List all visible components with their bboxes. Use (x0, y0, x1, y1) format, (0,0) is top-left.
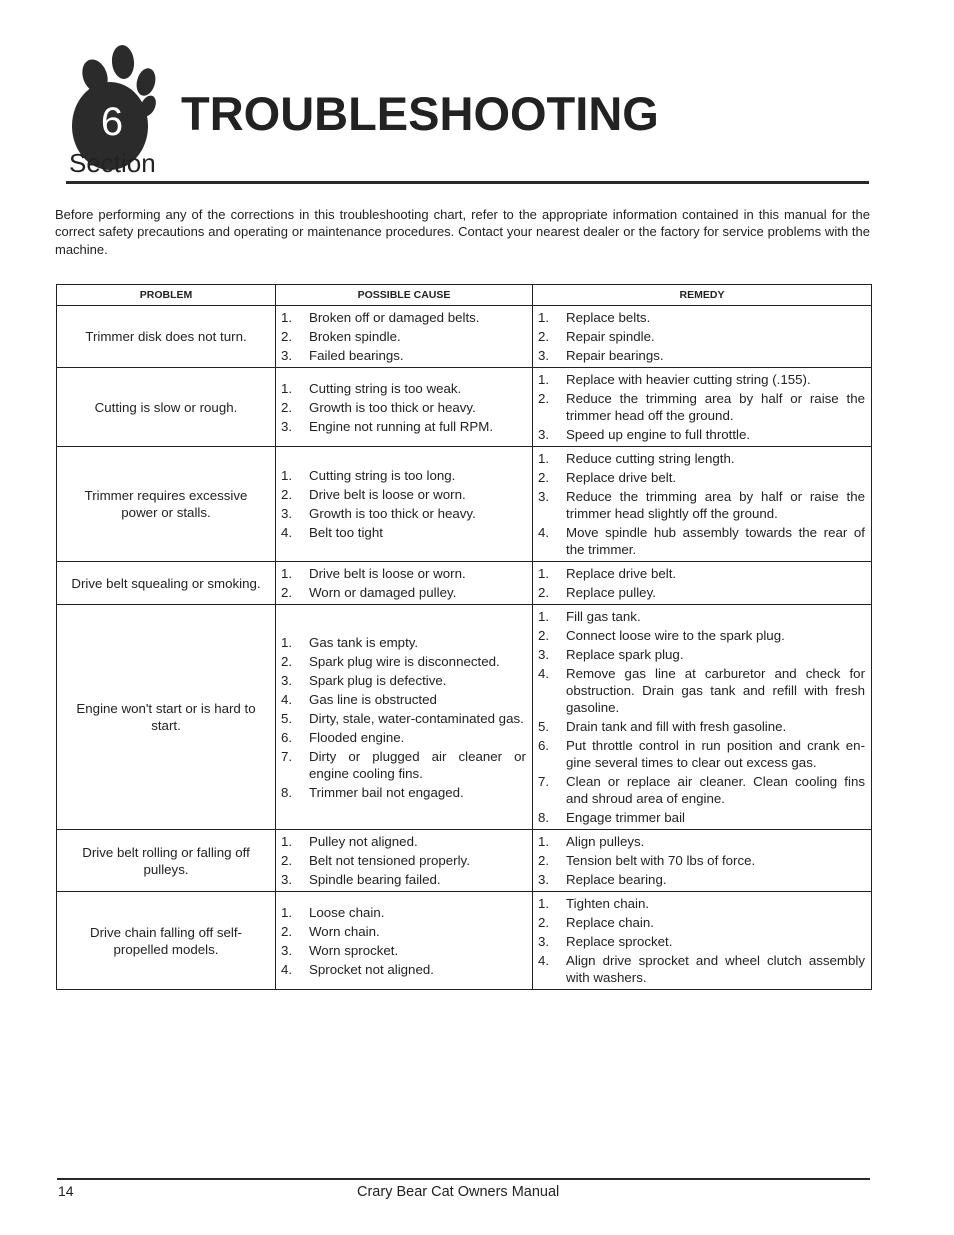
remedy-text: Speed up engine to full throttle. (566, 427, 751, 442)
cause-text: Worn chain. (309, 923, 380, 939)
cause-text: Cutting string is too long. (309, 468, 456, 483)
cause-item (281, 728, 526, 747)
remedy-item (538, 523, 865, 559)
cause-text: Drive belt is loose or worn. (309, 487, 466, 502)
cause-item (281, 903, 526, 922)
remedy-item (538, 717, 865, 736)
cause-text: Belt too tight (309, 525, 383, 540)
item-number: 3. (538, 427, 550, 442)
remedy-text: Remove gas line at carburetor and check for obstruction. Drain gas tank and refill with fresh gasoline. (566, 666, 865, 715)
header-remedy: REMEDY (533, 285, 872, 306)
remedy-item (538, 389, 865, 425)
item-number: 2. (281, 923, 293, 939)
remedy-item (538, 808, 865, 827)
cause-text: Spark plug wire is disconnected. (309, 653, 500, 669)
item-number: 4. (538, 525, 550, 540)
remedy-text: Repair bearings. (566, 348, 664, 363)
item-number: 1. (538, 451, 550, 466)
table-row (57, 447, 872, 562)
item-number: 5. (538, 719, 550, 734)
cause-item (281, 870, 526, 889)
remedy-text: Reduce cutting string length. (566, 451, 735, 466)
item-number: 3. (538, 489, 550, 504)
item-number: 2. (538, 391, 550, 406)
cause-text: Growth is too thick or heavy. (309, 506, 476, 521)
cause-item (281, 346, 526, 365)
table-header-row (57, 285, 872, 306)
remedy-item (538, 772, 865, 808)
page-title: TROUBLESHOOTING (181, 87, 659, 140)
cause-text: Belt not tensioned properly. (309, 853, 470, 868)
cause-cell (276, 892, 533, 990)
remedy-item (538, 913, 865, 932)
remedy-cell (533, 306, 872, 368)
item-number: 8. (538, 810, 550, 825)
table-body (57, 306, 872, 990)
table-row (57, 892, 872, 990)
remedy-list (538, 370, 865, 444)
item-number: 2. (538, 628, 550, 643)
remedy-item (538, 664, 865, 717)
remedy-text: Put throttle control in run position and crank en-gine several times to clear out excess gas. (566, 738, 865, 770)
remedy-text: Replace spark plug. (566, 647, 684, 662)
item-number: 4. (281, 525, 293, 540)
intro-paragraph: Before performing any of the corrections in this troubleshooting chart, refer to the appropriate information contained in this manual for the correct safety precautions and operating or maintenance procedures. Contact your nearest dealer or the factory for service problems with the machine. (55, 207, 870, 257)
item-number: 3. (538, 872, 550, 887)
cause-list (281, 564, 526, 602)
remedy-text: Align pulleys. (566, 834, 645, 849)
cause-text: Dirty or plugged air cleaner or engine cooling fins. (309, 748, 526, 781)
cause-text: Trimmer bail not engaged. (309, 784, 464, 800)
item-number: 3. (281, 872, 293, 887)
cause-item (281, 379, 526, 398)
table-row (57, 368, 872, 447)
item-number: 1. (538, 609, 550, 624)
remedy-item (538, 487, 865, 523)
remedy-text: Replace belts. (566, 310, 651, 325)
item-number: 4. (281, 691, 293, 707)
cause-text: Growth is too thick or heavy. (309, 399, 476, 415)
item-number: 3. (281, 672, 293, 688)
manual-name: Crary Bear Cat Owners Manual (357, 1184, 560, 1200)
item-number: 3. (538, 647, 550, 662)
cause-item (281, 504, 526, 523)
cause-text: Cutting string is too weak. (309, 380, 462, 396)
item-number: 2. (281, 399, 293, 415)
item-number: 2. (281, 853, 293, 868)
cause-item (281, 851, 526, 870)
cause-cell (276, 447, 533, 562)
cause-text: Broken off or damaged belts. (309, 310, 480, 325)
cause-item (281, 747, 526, 783)
cause-text: Worn sprocket. (309, 942, 399, 958)
remedy-item (538, 468, 865, 487)
cause-list (281, 633, 526, 802)
item-number: 1. (281, 904, 293, 920)
item-number: 5. (281, 710, 293, 726)
remedy-text: Drain tank and fill with fresh gasoline. (566, 719, 787, 734)
remedy-text: Clean or replace air cleaner. Clean cooling fins and shroud area of engine. (566, 774, 865, 806)
troubleshooting-table (56, 284, 872, 990)
cause-item (281, 327, 526, 346)
remedy-item (538, 894, 865, 913)
cause-text: Flooded engine. (309, 729, 405, 745)
item-number: 3. (281, 942, 293, 958)
cause-item (281, 633, 526, 652)
remedy-item (538, 851, 865, 870)
item-number: 1. (538, 896, 550, 911)
remedy-text: Tighten chain. (566, 896, 650, 911)
item-number: 6. (281, 729, 293, 745)
cause-list (281, 903, 526, 979)
cause-item (281, 709, 526, 728)
remedy-text: Engage trimmer bail (566, 810, 685, 825)
remedy-text: Replace drive belt. (566, 566, 677, 581)
remedy-item (538, 583, 865, 602)
item-number: 2. (281, 585, 293, 600)
cause-text: Drive belt is loose or worn. (309, 566, 466, 581)
remedy-list (538, 449, 865, 559)
problem-cell: Drive belt squealing or smoking. (57, 562, 276, 605)
cause-item (281, 941, 526, 960)
cause-item (281, 671, 526, 690)
item-number: 3. (538, 934, 550, 949)
cause-text: Failed bearings. (309, 348, 404, 363)
remedy-cell (533, 830, 872, 892)
remedy-text: Reduce the trimming area by half or raise the trimmer head slightly off the ground. (566, 489, 865, 521)
remedy-text: Replace with heavier cutting string (.155). (566, 372, 811, 387)
remedy-item (538, 645, 865, 664)
item-number: 3. (281, 418, 293, 434)
cause-cell (276, 605, 533, 830)
item-number: 4. (538, 666, 550, 681)
remedy-item (538, 832, 865, 851)
remedy-item (538, 564, 865, 583)
remedy-list (538, 607, 865, 827)
remedy-cell (533, 892, 872, 990)
remedy-cell (533, 605, 872, 830)
cause-text: Pulley not aligned. (309, 834, 418, 849)
cause-text: Gas line is obstructed (309, 691, 437, 707)
item-number: 1. (538, 310, 550, 325)
remedy-item (538, 607, 865, 626)
remedy-item (538, 346, 865, 365)
page-number: 14 (58, 1183, 74, 1199)
remedy-text: Replace chain. (566, 915, 654, 930)
cause-item (281, 485, 526, 504)
cause-item (281, 523, 526, 542)
remedy-text: Fill gas tank. (566, 609, 641, 624)
item-number: 1. (281, 634, 293, 650)
cause-cell (276, 306, 533, 368)
cause-item (281, 308, 526, 327)
cause-item (281, 922, 526, 941)
cause-text: Worn or damaged pulley. (309, 585, 457, 600)
remedy-text: Tension belt with 70 lbs of force. (566, 853, 756, 868)
cause-item (281, 466, 526, 485)
footer-divider (57, 1178, 870, 1180)
item-number: 2. (538, 853, 550, 868)
item-number: 2. (538, 915, 550, 930)
remedy-text: Repair spindle. (566, 329, 655, 344)
item-number: 2. (281, 487, 293, 502)
problem-cell: Trimmer disk does not turn. (57, 306, 276, 368)
table-row (57, 562, 872, 605)
header-possible-cause: POSSIBLE CAUSE (276, 285, 533, 306)
cause-item (281, 583, 526, 602)
remedy-item (538, 951, 865, 987)
item-number: 3. (281, 348, 293, 363)
remedy-text: Align drive sprocket and wheel clutch assembly with washers. (566, 953, 865, 985)
table-row (57, 830, 872, 892)
item-number: 1. (281, 468, 293, 483)
item-number: 3. (281, 506, 293, 521)
cause-item (281, 564, 526, 583)
cause-text: Spark plug is defective. (309, 672, 447, 688)
item-number: 6. (538, 738, 550, 753)
remedy-item (538, 932, 865, 951)
remedy-item (538, 626, 865, 645)
cause-cell (276, 368, 533, 447)
item-number: 7. (538, 774, 550, 789)
cause-text: Broken spindle. (309, 329, 401, 344)
remedy-list (538, 894, 865, 987)
item-number: 1. (538, 566, 550, 581)
item-number: 4. (538, 953, 550, 968)
cause-list (281, 308, 526, 365)
problem-cell: Engine won't start or is hard to start. (57, 605, 276, 830)
table-row (57, 605, 872, 830)
item-number: 8. (281, 784, 293, 800)
remedy-item (538, 449, 865, 468)
remedy-list (538, 308, 865, 365)
cause-cell (276, 830, 533, 892)
cause-item (281, 652, 526, 671)
cause-list (281, 466, 526, 542)
remedy-item (538, 370, 865, 389)
cause-text: Engine not running at full RPM. (309, 418, 494, 434)
item-number: 2. (538, 585, 550, 600)
cause-text: Loose chain. (309, 904, 385, 920)
remedy-text: Replace drive belt. (566, 470, 677, 485)
cause-item (281, 417, 526, 436)
remedy-item (538, 425, 865, 444)
cause-item (281, 783, 526, 802)
cause-item (281, 398, 526, 417)
item-number: 1. (538, 372, 550, 387)
remedy-cell (533, 447, 872, 562)
item-number: 1. (281, 310, 293, 325)
problem-cell: Trimmer requires excessive power or stalls. (57, 447, 276, 562)
header-problem: PROBLEM (57, 285, 276, 306)
remedy-list (538, 564, 865, 602)
cause-list (281, 379, 526, 436)
table-row (57, 306, 872, 368)
problem-cell: Drive chain falling off self-propelled models. (57, 892, 276, 990)
item-number: 2. (538, 470, 550, 485)
remedy-item (538, 870, 865, 889)
header-divider (66, 181, 869, 184)
item-number: 3. (538, 348, 550, 363)
cause-text: Dirty, stale, water-contaminated gas. (309, 710, 524, 726)
item-number: 1. (538, 834, 550, 849)
remedy-text: Reduce the trimming area by half or raise the trimmer head off the ground. (566, 391, 865, 423)
cause-item (281, 690, 526, 709)
cause-text: Gas tank is empty. (309, 634, 419, 650)
item-number: 4. (281, 961, 293, 977)
cause-item (281, 960, 526, 979)
item-number: 1. (281, 834, 293, 849)
remedy-item (538, 308, 865, 327)
problem-cell: Cutting is slow or rough. (57, 368, 276, 447)
cause-list (281, 832, 526, 889)
remedy-text: Replace sprocket. (566, 934, 673, 949)
remedy-list (538, 832, 865, 889)
item-number: 7. (281, 748, 293, 764)
item-number: 1. (281, 566, 293, 581)
cause-item (281, 832, 526, 851)
remedy-text: Move spindle hub assembly towards the rear of the trimmer. (566, 525, 865, 557)
item-number: 1. (281, 380, 293, 396)
item-number: 2. (281, 329, 293, 344)
section-label: Section (69, 148, 156, 178)
item-number: 2. (538, 329, 550, 344)
cause-text: Spindle bearing failed. (309, 872, 441, 887)
remedy-item (538, 736, 865, 772)
item-number: 2. (281, 653, 293, 669)
section-number: 6 (100, 100, 124, 144)
remedy-cell (533, 368, 872, 447)
cause-text: Sprocket not aligned. (309, 961, 434, 977)
problem-cell: Drive belt rolling or falling off pulleys. (57, 830, 276, 892)
remedy-item (538, 327, 865, 346)
remedy-cell (533, 562, 872, 605)
cause-cell (276, 562, 533, 605)
remedy-text: Connect loose wire to the spark plug. (566, 628, 785, 643)
remedy-text: Replace pulley. (566, 585, 656, 600)
remedy-text: Replace bearing. (566, 872, 667, 887)
